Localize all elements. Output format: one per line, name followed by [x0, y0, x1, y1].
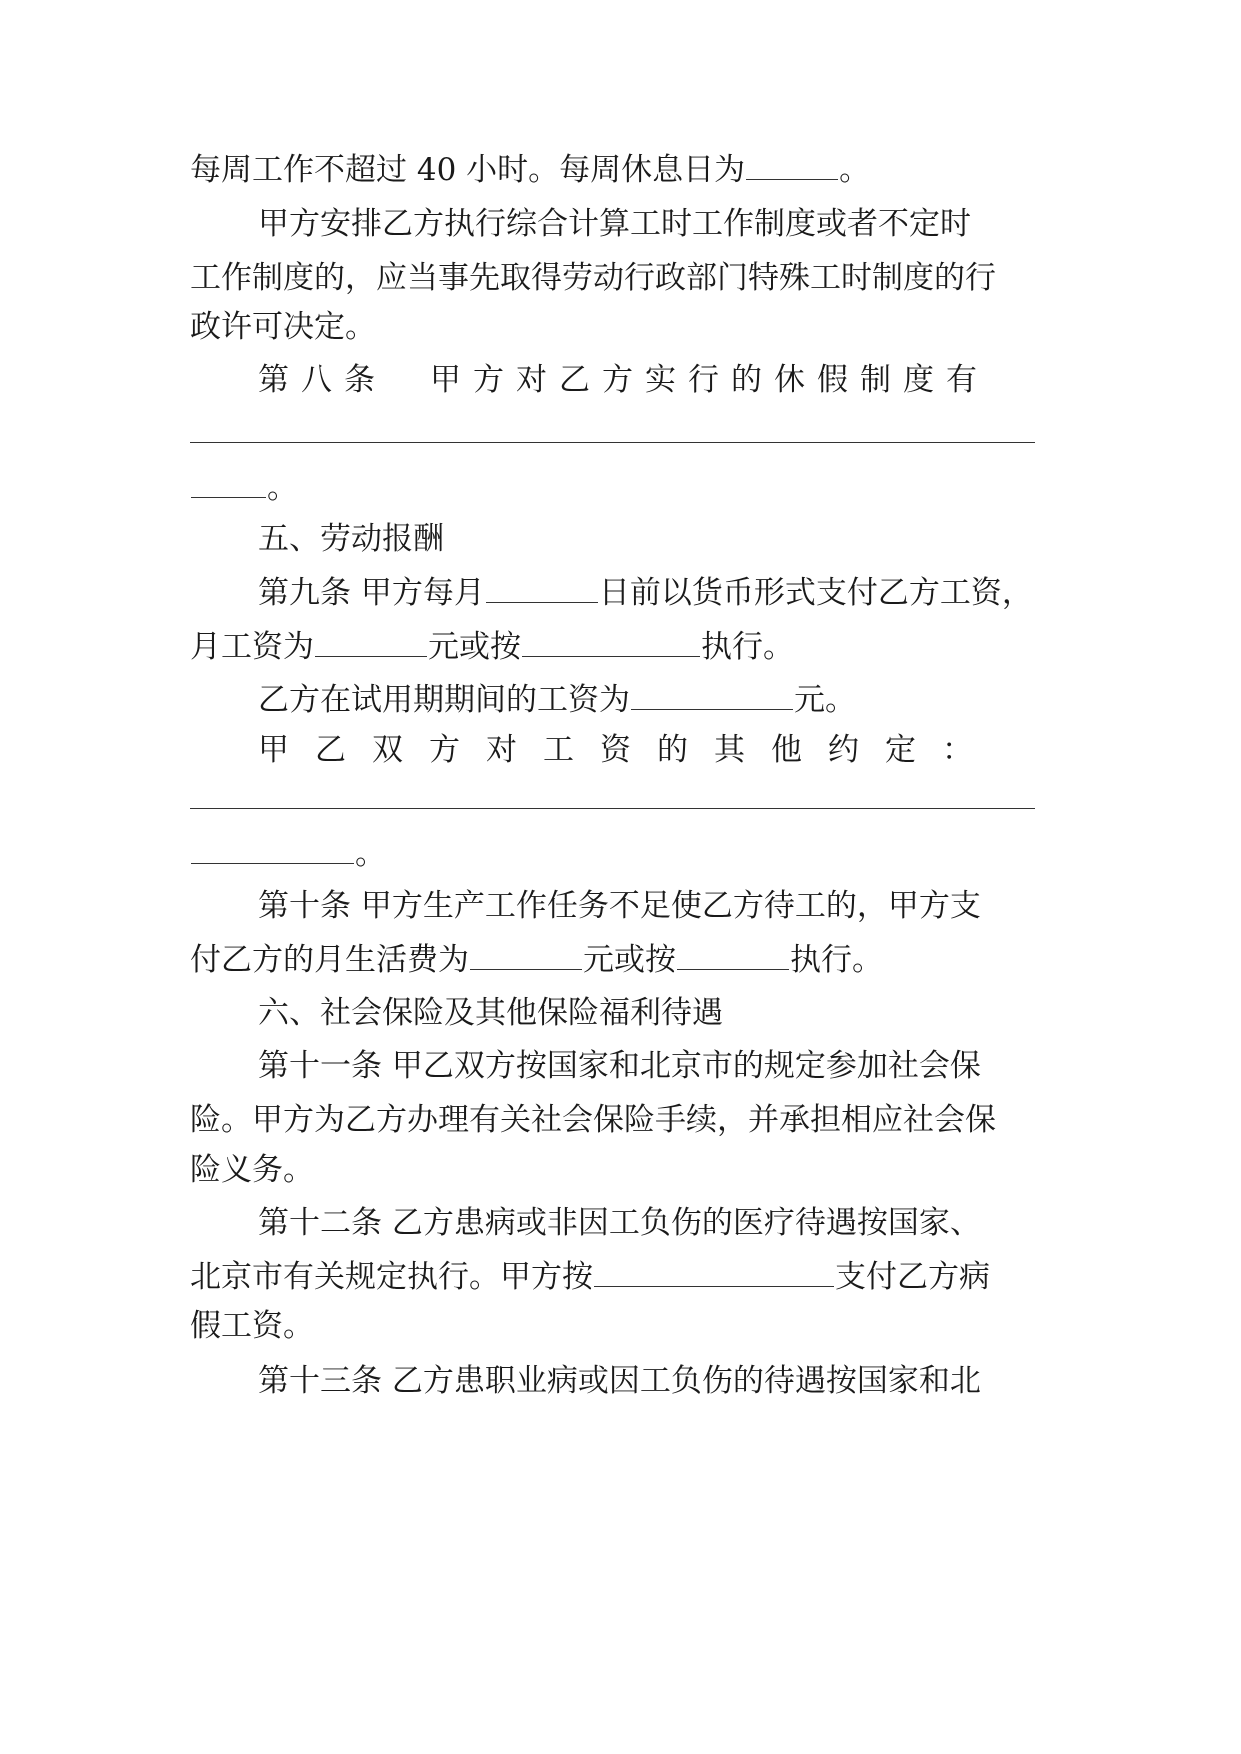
blank-field[interactable]: [470, 943, 582, 970]
blank-line[interactable]: [190, 442, 1035, 443]
blank-field[interactable]: [746, 153, 838, 180]
text-line: [190, 627, 1052, 667]
paragraph-line: 第十二条 乙方患病或非因工负伤的医疗待遇按国家、: [258, 1205, 981, 1241]
text-segment: 元或按: [583, 942, 676, 978]
text-segment: 第九条 甲方每月: [258, 575, 485, 611]
text-line: [190, 468, 1052, 508]
paragraph-line: 险义务。: [190, 1152, 314, 1188]
text-segment: 执行。: [790, 942, 883, 978]
paragraph-line: 工作制度的，应当事先取得劳动行政部门特殊工时制度的行: [190, 260, 996, 296]
text-segment: 日前以货币形式支付乙方工资，: [598, 575, 1033, 611]
paragraph-line: 第十条 甲方生产工作任务不足使乙方待工的，甲方支: [258, 888, 981, 924]
text-segment: 支付乙方病: [835, 1259, 990, 1295]
blank-line[interactable]: [190, 808, 1035, 809]
text-segment: 第八条 甲方对乙方实行的休假制度有: [258, 362, 989, 398]
text-segment: 元。: [794, 682, 856, 718]
text-segment: 甲乙双方对工资的其他约定：: [258, 732, 999, 768]
text-segment: 。: [355, 836, 386, 872]
text-line: [190, 150, 1052, 190]
text-line: [258, 573, 1052, 613]
paragraph-line: 第十三条 乙方患职业病或因工负伤的待遇按国家和北: [258, 1363, 981, 1399]
text-segment: 每周工作不超过 40 小时。每周休息日为: [190, 152, 746, 188]
blank-field[interactable]: [486, 576, 598, 603]
text-line: [258, 680, 1052, 720]
text-line: [190, 1257, 1052, 1297]
text-segment: 。: [267, 470, 298, 506]
paragraph-line: 甲方安排乙方执行综合计算工时工作制度或者不定时: [258, 206, 971, 242]
article-8-heading: [258, 360, 1052, 400]
paragraph-line: 险。甲方为乙方办理有关社会保险手续，并承担相应社会保: [190, 1102, 996, 1138]
text-line: [190, 940, 1052, 980]
text-line: [190, 834, 1052, 874]
blank-field[interactable]: [191, 837, 354, 864]
paragraph-line: 政许可决定。: [190, 309, 376, 345]
paragraph-line: 第十一条 甲乙双方按国家和北京市的规定参加社会保: [258, 1048, 981, 1084]
text-segment: 元或按: [428, 629, 521, 665]
section-heading: 六、社会保险及其他保险福利待遇: [258, 995, 723, 1031]
blank-field[interactable]: [677, 943, 789, 970]
blank-field[interactable]: [522, 630, 700, 657]
blank-field[interactable]: [191, 471, 266, 498]
paragraph-line: 假工资。: [190, 1308, 314, 1344]
blank-field[interactable]: [315, 630, 427, 657]
text-segment: 北京市有关规定执行。甲方按: [190, 1259, 593, 1295]
text-segment: 付乙方的月生活费为: [190, 942, 469, 978]
other-agreement-line: [258, 730, 1052, 770]
blank-field[interactable]: [594, 1260, 834, 1287]
section-heading: 五、劳动报酬: [258, 521, 444, 557]
blank-field[interactable]: [631, 683, 793, 710]
text-segment: 执行。: [701, 629, 794, 665]
text-segment: 月工资为: [190, 629, 314, 665]
text-segment: 。: [839, 152, 871, 188]
text-segment: 乙方在试用期期间的工资为: [258, 682, 630, 718]
